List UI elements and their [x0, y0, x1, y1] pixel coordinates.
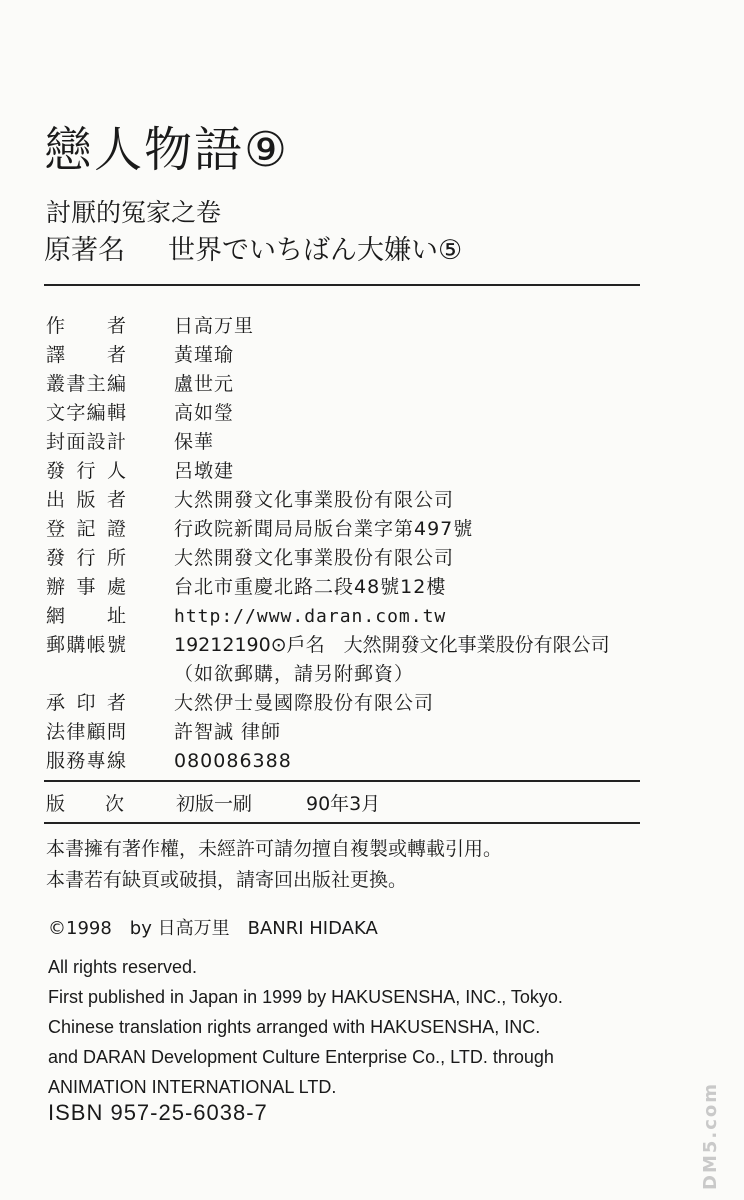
website-url[interactable]: http://www.daran.com.tw [174, 606, 447, 627]
english-rights [48, 952, 563, 1102]
isbn: ISBN 957-25-6038-7 [48, 1100, 268, 1125]
credit-label: 網 址 [46, 605, 126, 627]
site-watermark: DM5.com [700, 1081, 721, 1190]
credit-label: 叢 書 主 編 [46, 373, 126, 395]
credit-value: 大然開發文化事業股份有限公司 [174, 547, 455, 569]
credit-value: 大然伊士曼國際股份有限公司 [174, 692, 435, 714]
book-title: 戀人物語⑨ [44, 122, 290, 178]
divider-bottom [44, 822, 640, 824]
credit-label: 發 行 人 [46, 460, 126, 482]
service-phone: 080086388 [174, 750, 292, 772]
credit-row-text-editor [46, 399, 666, 428]
credit-label: 文 字 編 輯 [46, 402, 126, 424]
english-line: All rights reserved. [48, 957, 198, 977]
credit-label: 服 務 專 線 [46, 750, 126, 772]
credit-value: 呂墩建 [174, 460, 235, 482]
divider-top [44, 284, 640, 286]
credit-value: 保華 [174, 431, 215, 453]
original-title-label: 原著名 [44, 235, 125, 266]
credit-row-series-editor [46, 370, 666, 399]
credit-label: 發 行 所 [46, 547, 126, 569]
original-title [44, 234, 462, 268]
credit-value: 日高万里 [174, 315, 255, 337]
english-line: and DARAN Development Culture Enterprise Co., LTD. through [48, 1047, 554, 1067]
credit-row-publisher [46, 486, 666, 515]
volume-subtitle: 討厭的冤家之卷 [46, 198, 222, 227]
credit-value: 高如瑩 [174, 402, 235, 424]
english-line: Chinese translation rights arranged with HAKUSENSHA, INC. [48, 1017, 541, 1037]
credit-value: 許智誠 律師 [174, 721, 282, 743]
credit-row-distributor [46, 544, 666, 573]
credit-label-empty [46, 660, 126, 689]
credit-value: 黃瑾瑜 [174, 344, 235, 366]
credit-row-website [46, 602, 666, 631]
edition-date: 90年3月 [306, 793, 381, 815]
damage-note: 本書若有缺頁或破損，請寄回出版社更換。 [46, 869, 408, 891]
credit-row-author [46, 312, 666, 341]
divider-middle [44, 780, 640, 782]
credit-row-service-line [46, 747, 666, 776]
credit-row-cover-design [46, 428, 666, 457]
copyright-notes [46, 834, 502, 896]
credit-label: 承 印 者 [46, 692, 126, 714]
edition-value: 初版一刷 [176, 793, 253, 815]
credit-row-legal [46, 718, 666, 747]
credit-value: 行政院新聞局局版台業字第497號 [174, 518, 474, 540]
mail-order-note: （如欲郵購，請另附郵資） [174, 663, 415, 685]
credit-value: 大然開發文化事業股份有限公司 [174, 489, 455, 511]
credits-list [46, 312, 666, 776]
credit-value: 19212190⊙戶名 大然開發文化事業股份有限公司 [174, 634, 610, 656]
original-title-value: 世界でいちばん大嫌い⑤ [168, 235, 463, 266]
credit-label: 出 版 者 [46, 489, 126, 511]
credit-row-publisher-person [46, 457, 666, 486]
credit-row-registration [46, 515, 666, 544]
english-line: First published in Japan in 1999 by HAKUSENSHA, INC., Tokyo. [48, 987, 563, 1007]
edition-label: 版次 [46, 793, 165, 815]
credit-label: 封 面 設 計 [46, 431, 126, 453]
credit-row-mail-order-note [46, 660, 666, 689]
credit-label: 作 者 [46, 315, 126, 337]
credit-row-office [46, 573, 666, 602]
credit-value: 盧世元 [174, 373, 235, 395]
credit-row-printer [46, 689, 666, 718]
copyright-note: 本書擁有著作權，未經許可請勿擅自複製或轉載引用。 [46, 838, 503, 860]
english-line: ANIMATION INTERNATIONAL LTD. [48, 1077, 337, 1097]
credit-row-translator [46, 341, 666, 370]
credit-label: 郵 購 帳 號 [46, 634, 126, 656]
credit-label: 譯 者 [46, 344, 126, 366]
credit-row-mail-order [46, 631, 666, 660]
credit-label: 法 律 顧 問 [46, 721, 126, 743]
credit-label: 辦 事 處 [46, 576, 126, 598]
credit-label: 登 記 證 [46, 518, 126, 540]
copyright-line: ©1998 by 日高万里 BANRI HIDAKA [48, 918, 378, 939]
credit-value: 台北市重慶北路二段48號12樓 [174, 576, 447, 598]
edition-line [46, 790, 380, 818]
